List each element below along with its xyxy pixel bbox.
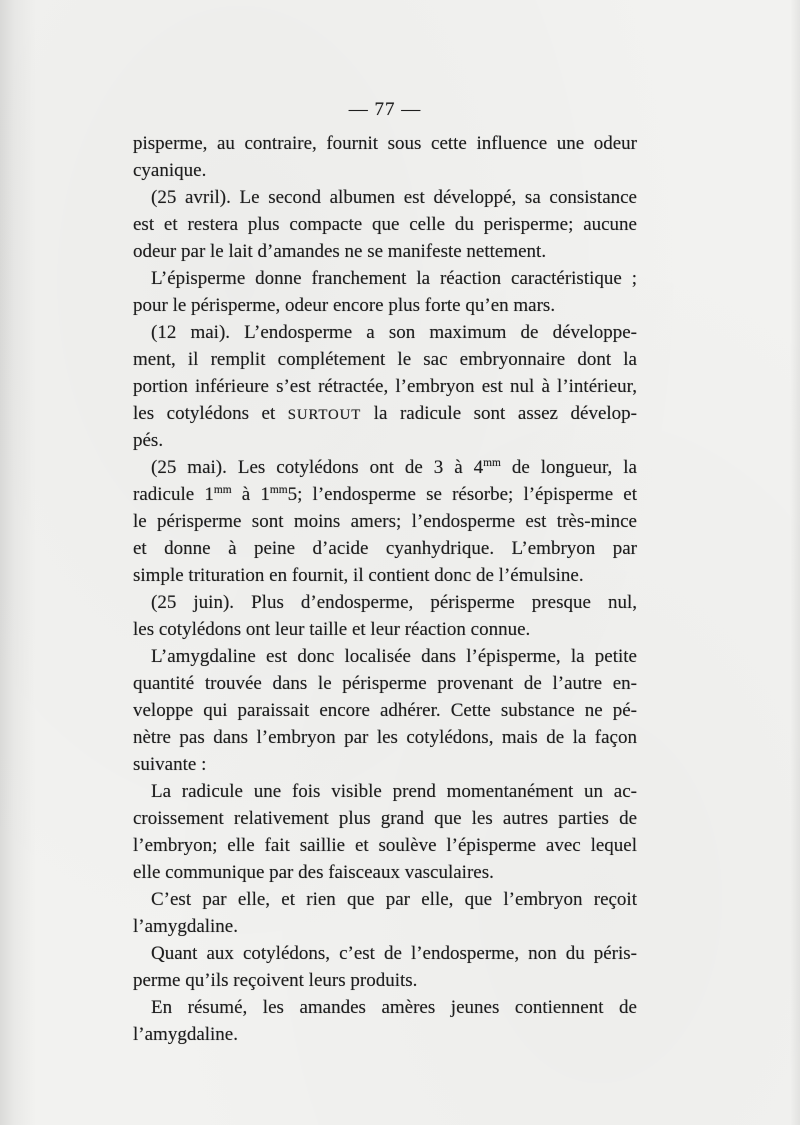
- superscript-unit: mm: [213, 484, 232, 497]
- text-line: odeur par le lait d’amandes ne se manifeste nettement.: [133, 241, 547, 262]
- paragraph: [133, 994, 637, 1048]
- paragraph: [133, 778, 637, 886]
- text-line: En résumé, les amandes amères jeunes contiennent de: [151, 997, 637, 1018]
- text-line: suivante :: [133, 754, 207, 775]
- text-segment: radicule 1: [133, 484, 214, 505]
- text-line: et donne à peine d’acide cyanhydrique. L’embryon par: [133, 538, 637, 559]
- text-line: Quant aux cotylédons, c’est de l’endosperme, non du péris-: [151, 943, 637, 964]
- text-line: les cotylédons ont leur taille et leur réaction connue.: [133, 619, 531, 640]
- text-line: (25 juin). Plus d’endosperme, périsperme presque nul,: [151, 592, 637, 613]
- body-text: [133, 130, 637, 1048]
- text-segment: de longueur, la: [500, 457, 637, 478]
- text-line: L’épisperme donne franchement la réaction caractéristique ;: [151, 268, 637, 289]
- text-line: cyanique.: [133, 160, 207, 181]
- paragraph: [133, 319, 637, 454]
- small-caps-word: SURTOUT: [287, 407, 362, 423]
- paragraph: [133, 130, 637, 184]
- text-line: C’est par elle, et rien que par elle, que l’embryon reçoit: [151, 889, 637, 910]
- text-line: La radicule une fois visible prend momentanément un ac-: [151, 781, 637, 802]
- paragraph: [133, 886, 637, 940]
- text-line: quantité trouvée dans le périsperme provenant de l’autre en-: [133, 673, 637, 694]
- text-line: [133, 454, 637, 481]
- page-number: — 77 —: [348, 99, 422, 120]
- paragraph: [133, 265, 637, 319]
- text-line: est et restera plus compacte que celle du perisperme; aucune: [133, 214, 637, 235]
- text-line: (25 avril). Le second albumen est développé, sa consistance: [151, 187, 637, 208]
- text-line: nètre pas dans l’embryon par les cotylédons, mais de la façon: [133, 727, 637, 748]
- text-segment: à 1: [231, 484, 270, 505]
- text-line: simple trituration en fournit, il contient donc de l’émulsine.: [133, 565, 584, 586]
- text-segment: 5; l’endosperme se résorbe; l’épisperme et: [287, 484, 638, 505]
- paragraph: [133, 184, 637, 265]
- text-segment: les cotylédons et: [133, 403, 288, 424]
- text-segment: la radicule sont assez dévelop-: [361, 403, 637, 424]
- text-line: (12 mai). L’endosperme a son maximum de développe-: [151, 322, 637, 343]
- text-line: [133, 481, 637, 508]
- text-line: l’amygdaline.: [133, 1024, 238, 1045]
- paragraph: [133, 643, 637, 778]
- text-line: perme qu’ils reçoivent leurs produits.: [133, 970, 418, 991]
- paragraph: [133, 454, 637, 589]
- text-line: ment, il remplit complétement le sac embryonnaire dont la: [133, 349, 637, 370]
- text-line: pour le périsperme, odeur encore plus forte qu’en mars.: [133, 295, 556, 316]
- text-line: croissement relativement plus grand que les autres parties de: [133, 808, 637, 829]
- text-line: veloppe qui paraissait encore adhérer. Cette substance ne pé-: [133, 700, 637, 721]
- superscript-unit: mm: [269, 484, 288, 497]
- text-line: l’amygdaline.: [133, 916, 238, 937]
- text-line: le périsperme sont moins amers; l’endosperme est très-mince: [133, 511, 637, 532]
- text-line: pisperme, au contraire, fournit sous cette influence une odeur: [133, 133, 637, 154]
- text-line: L’amygdaline est donc localisée dans l’épisperme, la petite: [151, 646, 637, 667]
- text-line: l’embryon; elle fait saillie et soulève l’épisperme avec lequel: [133, 835, 637, 856]
- text-line: elle communique par des faisceaux vasculaires.: [133, 862, 494, 883]
- superscript-unit: mm: [483, 457, 501, 470]
- paragraph: [133, 940, 637, 994]
- text-line: pés.: [133, 430, 164, 451]
- text-line: [133, 400, 637, 427]
- paragraph: [133, 589, 637, 643]
- text-line: portion inférieure s’est rétractée, l’embryon est nul à l’intérieur,: [133, 376, 637, 397]
- text-segment: (25 mai). Les cotylédons ont de 3 à 4: [151, 457, 484, 478]
